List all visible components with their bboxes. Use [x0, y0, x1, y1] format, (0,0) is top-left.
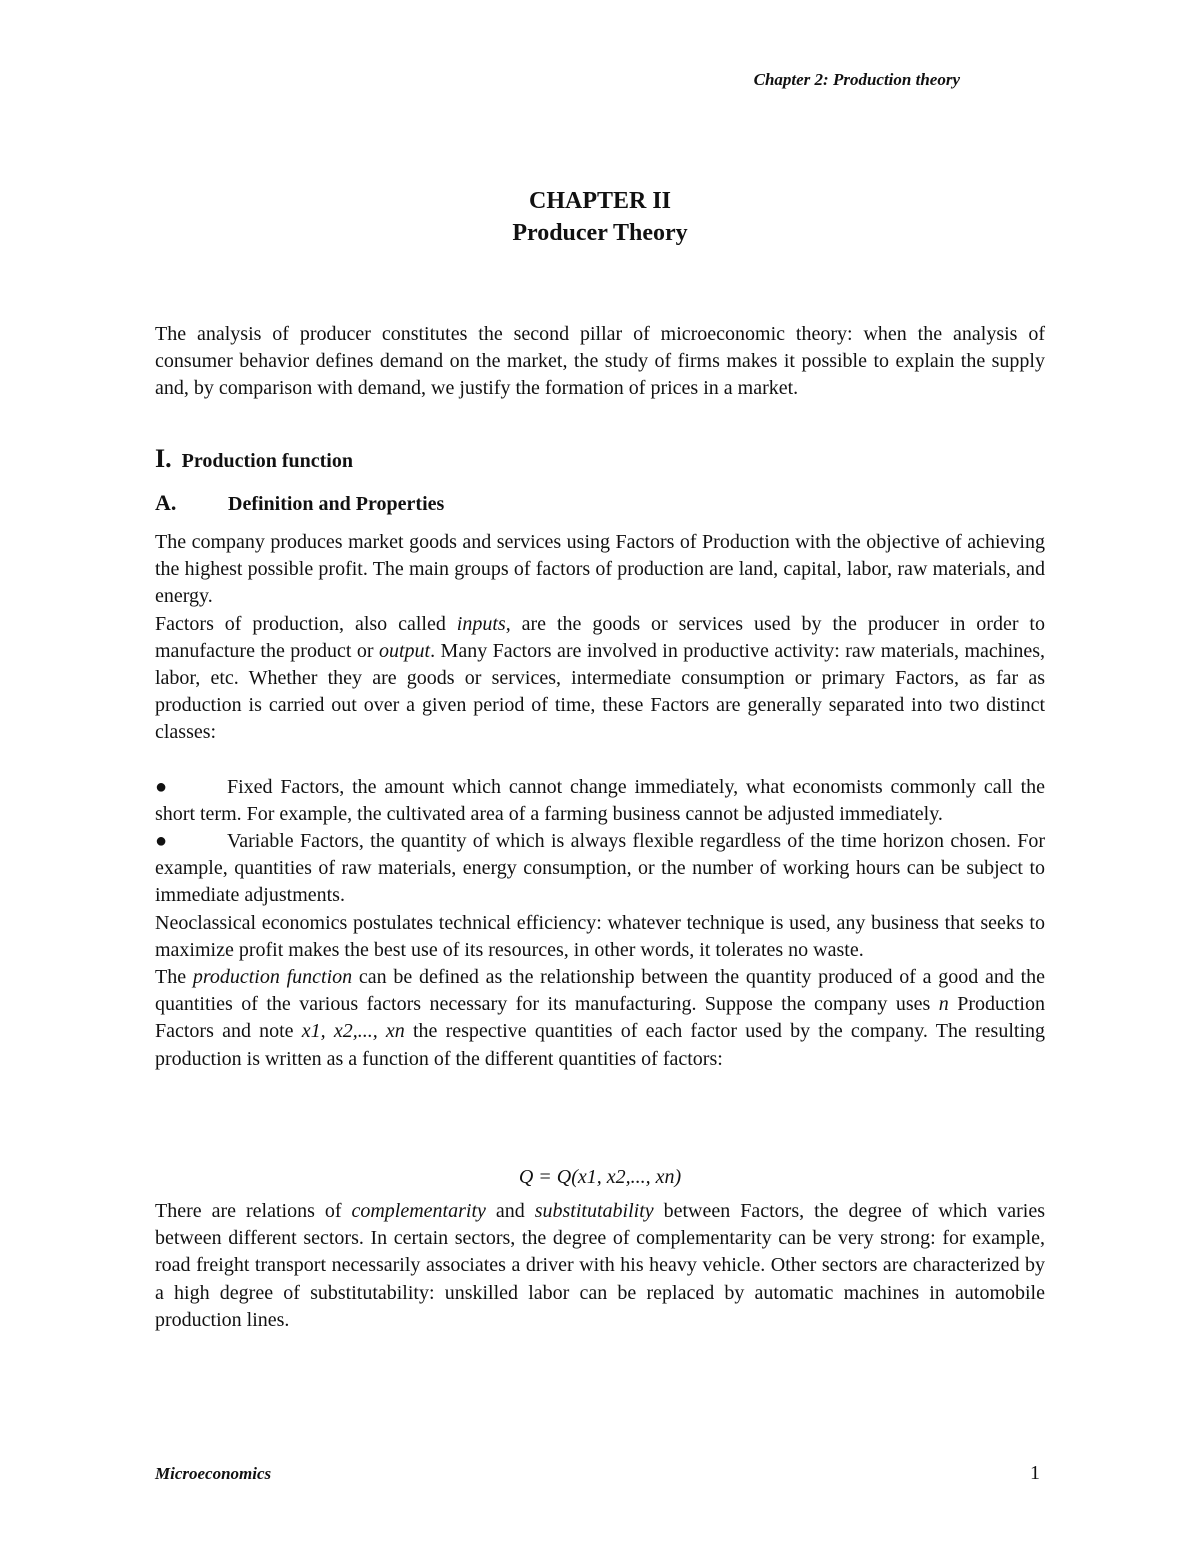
section-number: I. — [155, 444, 172, 473]
subsection-title: Definition and Properties — [228, 493, 445, 515]
section-title: Production function — [181, 450, 353, 472]
intro-paragraph: The analysis of producer constitutes the second pillar of microeconomic theory: when the analysis of consumer behavior defines demand on the market, the study of firms makes it possible to explain the supply and, by comparison with demand, we justify the formation of prices in a market. — [155, 323, 1045, 400]
section-heading — [155, 444, 353, 474]
production-formula: Q = Q(x1, x2,..., xn) — [518, 1166, 682, 1188]
chapter-title: Producer Theory — [512, 220, 688, 246]
bullet-fixed-factors: ● Fixed Factors, the amount which cannot change immediately, what economists commonly call the short term. For example, the cultivated area of a farming business cannot be adjusted immediately. — [155, 775, 1045, 825]
subsection-heading — [155, 490, 444, 516]
paragraph-production-function: The production function can be defined as the relationship between the quantity produced of a good and the quantities of the various factors necessary for its manufacturing. Suppose the company uses n Production Factors and note x1, x2,..., xn the respective quantities of each factor used by the company. The resulting production is written as a function of the different quantities of factors: — [155, 966, 1046, 1070]
page-number: 1 — [1030, 1462, 1040, 1484]
paragraph-neoclassical: Neoclassical economics postulates technical efficiency: whatever technique is used, any business that seeks to maximize profit makes the best use of its resources, in other words, it tolerates no waste. — [155, 911, 1045, 961]
bullet-variable-factors: ● Variable Factors, the quantity of which is always flexible regardless of the time horizon chosen. For example, quantities of raw materials, energy consumption, or the number of working hours can be subject to immediate adjustments. — [155, 830, 1045, 907]
footer-course-name: Microeconomics — [155, 1464, 272, 1483]
running-header: Chapter 2: Production theory — [753, 70, 960, 89]
main-text — [155, 529, 1045, 1073]
bullet-marker: ● — [155, 830, 168, 853]
bullet-marker: ● — [155, 775, 168, 798]
chapter-label: CHAPTER II — [528, 188, 672, 214]
paragraph-inputs: Factors of production, also called inputs, are the goods or services used by the producer in order to manufacture the product or output. Many Factors are involved in productive activity: raw materials, machines, labor, etc. Whether they are goods or services, intermediate consumption or primary Factors, as far as production is carried out over a given period of time, these Factors are generally separated into two distinct classes: — [155, 612, 1045, 744]
subsection-number: A. — [155, 490, 177, 515]
paragraph-factors: The company produces market goods and services using Factors of Production with the objective of achieving the highest possible profit. The main groups of factors of production are land, capital, labor, raw materials, and energy. — [155, 531, 1045, 608]
paragraph-complementarity: There are relations of complementarity and substitutability between Factors, the degree of which varies between different sectors. In certain sectors, the degree of complementarity can be very strong: for example, road freight transport necessarily associates a driver with his heavy vehicle. Other sectors are characterized by a high degree of substitutability: unskilled labor can be replaced by automatic machines in automobile production lines. — [155, 1200, 1045, 1331]
factor-variables: x1, x2,..., xn — [301, 1020, 405, 1043]
